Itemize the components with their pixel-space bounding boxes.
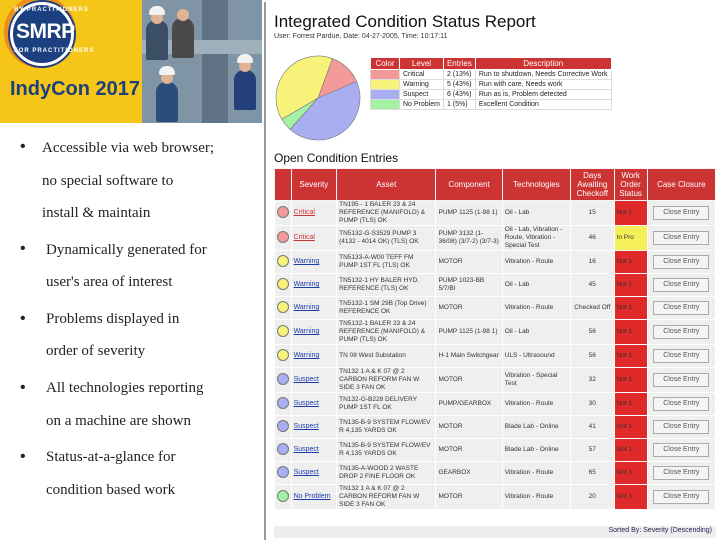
work-order-status-cell: Not 1 bbox=[614, 320, 647, 345]
status-dot-icon bbox=[277, 301, 289, 313]
severity-link[interactable]: Warning bbox=[293, 281, 320, 288]
severity-cell bbox=[291, 226, 337, 251]
technologies-cell: Vibration - Route bbox=[502, 485, 570, 510]
legend-swatch bbox=[371, 100, 400, 110]
severity-link[interactable]: Suspect bbox=[293, 446, 319, 453]
open-entries-table bbox=[274, 168, 716, 510]
legend-description: Run with care, Needs work bbox=[475, 80, 611, 90]
status-dot-icon bbox=[277, 397, 289, 409]
report-screenshot bbox=[264, 2, 720, 540]
severity-cell bbox=[291, 393, 337, 416]
photo-worker-face bbox=[177, 9, 189, 21]
legend-level: Warning bbox=[400, 80, 444, 90]
days-awaiting-cell: 65 bbox=[571, 462, 614, 485]
bullet-line: Dynamically generated for bbox=[46, 242, 207, 258]
severity-cell bbox=[291, 251, 337, 274]
severity-cell bbox=[291, 274, 337, 297]
table-row bbox=[275, 439, 716, 462]
hard-hat-icon bbox=[149, 6, 165, 15]
severity-link[interactable]: Warning bbox=[293, 328, 320, 335]
component-cell: MOTOR bbox=[436, 416, 502, 439]
close-entry-button[interactable]: Close Entry bbox=[653, 301, 709, 315]
severity-cell bbox=[291, 416, 337, 439]
severity-indicator-cell bbox=[275, 201, 292, 226]
table-row bbox=[275, 416, 716, 439]
component-cell: MOTOR bbox=[436, 485, 502, 510]
days-awaiting-cell: 46 bbox=[571, 226, 614, 251]
legend-swatch bbox=[371, 80, 400, 90]
component-cell: MOTOR bbox=[436, 251, 502, 274]
legend-level: Critical bbox=[400, 70, 444, 80]
legend-description: Run to shutdown, Needs Corrective Work bbox=[475, 70, 611, 80]
smrp-logo bbox=[2, 2, 140, 82]
status-dot-icon bbox=[277, 231, 289, 243]
severity-link[interactable]: Critical bbox=[293, 209, 315, 216]
component-cell: PUMP 1125 (1-98 1) bbox=[436, 201, 502, 226]
bullet-dot: • bbox=[20, 379, 26, 396]
severity-indicator-cell bbox=[275, 393, 292, 416]
days-awaiting-cell: 56 bbox=[571, 345, 614, 368]
technologies-cell: Vibration - Special Test bbox=[502, 368, 570, 393]
table-row bbox=[275, 201, 716, 226]
bullet-line: Accessible via web browser; bbox=[42, 140, 215, 156]
case-closure-cell bbox=[647, 274, 715, 297]
bullet-line: All technologies reporting bbox=[46, 380, 204, 396]
status-dot-icon bbox=[277, 278, 289, 290]
asset-cell: TN132-G-B228 DELIVERY PUMP 1ST FL OK bbox=[337, 393, 436, 416]
column-header[interactable]: Days Awaiting Checkoff bbox=[571, 169, 614, 201]
table-row bbox=[275, 485, 716, 510]
bullet-line: no special software to bbox=[42, 173, 174, 189]
severity-cell bbox=[291, 297, 337, 320]
work-order-status-cell: Not 1 bbox=[614, 462, 647, 485]
hard-hat-icon bbox=[159, 66, 175, 75]
bullet-dot: • bbox=[20, 310, 26, 327]
close-entry-button[interactable]: Close Entry bbox=[653, 231, 709, 245]
work-order-status-cell: Not 1 bbox=[614, 416, 647, 439]
asset-cell: TN5132-G-S3529 PUMP 3 (4132 - 4014 OK) (TLS) OK bbox=[337, 226, 436, 251]
photo-worker bbox=[234, 70, 256, 110]
legend-description: Run as is, Problem detected bbox=[475, 90, 611, 100]
close-entry-button[interactable]: Close Entry bbox=[653, 278, 709, 292]
days-awaiting-cell: 16 bbox=[571, 251, 614, 274]
severity-cell bbox=[291, 485, 337, 510]
table-row bbox=[275, 226, 716, 251]
component-cell: MOTOR bbox=[436, 368, 502, 393]
component-cell: MOTOR bbox=[436, 297, 502, 320]
logo-text: SMRP bbox=[16, 20, 75, 43]
work-order-status-cell: Not 1 bbox=[614, 485, 647, 510]
legend-entries: 2 (13%) bbox=[443, 70, 475, 80]
severity-indicator-cell bbox=[275, 251, 292, 274]
severity-indicator-cell bbox=[275, 320, 292, 345]
column-header bbox=[275, 169, 292, 201]
bullet-dot: • bbox=[20, 138, 26, 155]
technologies-cell: Vibration - Route bbox=[502, 297, 570, 320]
logo-tagline-bottom: FOR PRACTITIONERS bbox=[14, 48, 95, 54]
bullet-line: Problems displayed in bbox=[46, 311, 180, 327]
table-row bbox=[275, 462, 716, 485]
asset-cell: TN5133-A-W00 TEFF FM PUMP 1ST FL (TLS) OK bbox=[337, 251, 436, 274]
event-banner bbox=[0, 0, 262, 123]
close-entry-button[interactable]: Close Entry bbox=[653, 373, 709, 387]
case-closure-cell bbox=[647, 226, 715, 251]
severity-indicator-cell bbox=[275, 462, 292, 485]
work-order-status-cell: Not 1 bbox=[614, 345, 647, 368]
severity-legend-table bbox=[370, 57, 612, 110]
work-order-status-cell: Not 1 bbox=[614, 297, 647, 320]
bullet-line: Status-at-a-glance for bbox=[46, 449, 176, 465]
bullet-line: condition based work bbox=[46, 482, 176, 498]
column-header: Case Closure bbox=[647, 169, 715, 201]
severity-cell bbox=[291, 320, 337, 345]
legend-row bbox=[371, 80, 612, 90]
status-dot-icon bbox=[277, 325, 289, 337]
legend-description: Excellent Condition bbox=[475, 100, 611, 110]
technologies-cell: Vibration - Route bbox=[502, 393, 570, 416]
asset-cell: TN5132-1 BALER 23 & 24 REFERENCE (MANIFOLD) & PUMP (TLS) OK bbox=[337, 320, 436, 345]
component-cell: MOTOR bbox=[436, 439, 502, 462]
table-row bbox=[275, 320, 716, 345]
days-awaiting-cell: 56 bbox=[571, 320, 614, 345]
close-entry-button[interactable]: Close Entry bbox=[653, 466, 709, 480]
sort-status-text: Sorted By: Severity (Descending) bbox=[608, 527, 712, 534]
legend-entries: 5 (43%) bbox=[443, 80, 475, 90]
case-closure-cell bbox=[647, 485, 715, 510]
technologies-cell: Oil - Lab bbox=[502, 274, 570, 297]
severity-link[interactable]: Suspect bbox=[293, 423, 319, 430]
status-dot-icon bbox=[277, 466, 289, 478]
open-entries-title: Open Condition Entries bbox=[274, 151, 399, 165]
component-cell: PUMP 3132 (1-36/08) (3/7-2) (3/7-3) bbox=[436, 226, 502, 251]
asset-cell: TN135-A-WOOD 2 WASTE DROP 2 FINE FLOOR OK bbox=[337, 462, 436, 485]
severity-link[interactable]: Warning bbox=[293, 352, 320, 359]
component-cell: H-1 Main Switchgear bbox=[436, 345, 502, 368]
asset-cell: TN135-B-9 SYSTEM FLOW/EV R 4,135 YARDS OK bbox=[337, 416, 436, 439]
asset-cell: TN 08 West Substation bbox=[337, 345, 436, 368]
table-row bbox=[275, 345, 716, 368]
legend-row bbox=[371, 90, 612, 100]
legend-swatch bbox=[371, 70, 400, 80]
asset-cell: TN195 - 1 BALER 23 & 24 REFERENCE (MANIFOLD) & PUMP (TLS) OK bbox=[337, 201, 436, 226]
legend-row bbox=[371, 70, 612, 80]
severity-indicator-cell bbox=[275, 416, 292, 439]
photo-worker bbox=[146, 20, 168, 60]
severity-cell bbox=[291, 345, 337, 368]
severity-link[interactable]: Critical bbox=[293, 234, 315, 241]
column-header[interactable]: Asset bbox=[337, 169, 436, 201]
asset-cell: TN132 1 A & K 07 @ 2 CARBON REFORM FAN W SIDE 3 FAN OK bbox=[337, 485, 436, 510]
legend-entries: 6 (43%) bbox=[443, 90, 475, 100]
legend-entries: 1 (5%) bbox=[443, 100, 475, 110]
technologies-cell: Oil - Lab bbox=[502, 320, 570, 345]
asset-cell: TN132 1 A & K 07 @ 2 CARBON REFORM FAN W SIDE 3 FAN OK bbox=[337, 368, 436, 393]
status-dot-icon bbox=[277, 255, 289, 267]
technologies-cell: Oil - Lab, Vibration - Route, Vibration - Special Test bbox=[502, 226, 570, 251]
technologies-cell: Blade Lab - Online bbox=[502, 416, 570, 439]
legend-row bbox=[371, 100, 612, 110]
bullet-line: order of severity bbox=[46, 343, 146, 359]
case-closure-cell bbox=[647, 416, 715, 439]
work-order-status-cell: Not 1 bbox=[614, 201, 647, 226]
close-entry-button[interactable]: Close Entry bbox=[653, 397, 709, 411]
close-entry-button[interactable]: Close Entry bbox=[653, 443, 709, 457]
days-awaiting-cell: 57 bbox=[571, 439, 614, 462]
component-cell: PUMP/GEARBOX bbox=[436, 393, 502, 416]
days-awaiting-cell: 20 bbox=[571, 485, 614, 510]
severity-link[interactable]: Warning bbox=[293, 304, 320, 311]
column-header[interactable]: Component bbox=[436, 169, 502, 201]
table-row bbox=[275, 368, 716, 393]
technologies-cell: Vibration - Route bbox=[502, 462, 570, 485]
logo-tagline-top: BY PRACTITIONERS bbox=[14, 7, 89, 13]
close-entry-button[interactable]: Close Entry bbox=[653, 325, 709, 339]
legend-level: Suspect bbox=[400, 90, 444, 100]
technologies-cell: Vibration - Route bbox=[502, 251, 570, 274]
days-awaiting-cell: 30 bbox=[571, 393, 614, 416]
severity-link[interactable]: Suspect bbox=[293, 469, 319, 476]
technologies-cell: ULS - Ultrasound bbox=[502, 345, 570, 368]
days-awaiting-cell: 32 bbox=[571, 368, 614, 393]
severity-indicator-cell bbox=[275, 345, 292, 368]
report-title: Integrated Condition Status Report bbox=[274, 12, 536, 31]
photo-worker bbox=[172, 18, 194, 58]
technologies-cell: Oil - Lab bbox=[502, 201, 570, 226]
work-order-status-cell: Not 1 bbox=[614, 439, 647, 462]
work-order-status-cell: Not 1 bbox=[614, 274, 647, 297]
severity-cell bbox=[291, 201, 337, 226]
days-awaiting-cell: 41 bbox=[571, 416, 614, 439]
severity-indicator-cell bbox=[275, 439, 292, 462]
severity-cell bbox=[291, 368, 337, 393]
severity-link[interactable]: Suspect bbox=[293, 376, 319, 383]
table-row bbox=[275, 393, 716, 416]
severity-cell bbox=[291, 462, 337, 485]
column-header[interactable]: Severity bbox=[291, 169, 337, 201]
table-row bbox=[275, 251, 716, 274]
table-row bbox=[275, 297, 716, 320]
legend-header: Entries bbox=[443, 58, 475, 70]
legend-level: No Problem bbox=[400, 100, 444, 110]
case-closure-cell bbox=[647, 320, 715, 345]
status-dot-icon bbox=[277, 443, 289, 455]
case-closure-cell bbox=[647, 201, 715, 226]
legend-swatch bbox=[371, 90, 400, 100]
case-closure-cell bbox=[647, 297, 715, 320]
legend-header: Level bbox=[400, 58, 444, 70]
close-entry-button[interactable]: Close Entry bbox=[653, 349, 709, 363]
work-order-status-cell: Not 1 bbox=[614, 393, 647, 416]
sort-status-bar bbox=[274, 526, 716, 538]
close-entry-button[interactable]: Close Entry bbox=[653, 206, 709, 220]
case-closure-cell bbox=[647, 439, 715, 462]
hard-hat-icon bbox=[237, 54, 253, 63]
report-user-line: User: Forrest Pardue, Date: 04-27-2005, Time: 10:17:11 bbox=[274, 33, 448, 40]
case-closure-cell bbox=[647, 345, 715, 368]
work-order-status-cell: Not 1 bbox=[614, 251, 647, 274]
severity-indicator-cell bbox=[275, 485, 292, 510]
bullet-dot: • bbox=[20, 240, 26, 257]
component-cell: GEARBOX bbox=[436, 462, 502, 485]
close-entry-button[interactable]: Close Entry bbox=[653, 420, 709, 434]
status-dot-icon bbox=[277, 490, 289, 502]
status-dot-icon bbox=[277, 420, 289, 432]
work-order-status-cell: In Pro bbox=[614, 226, 647, 251]
case-closure-cell bbox=[647, 393, 715, 416]
bullet-line: install & maintain bbox=[42, 205, 151, 221]
column-header[interactable]: Work Order Status bbox=[614, 169, 647, 201]
bullet-dot: • bbox=[20, 448, 26, 465]
bullet-line: on a machine are shown bbox=[46, 413, 191, 429]
component-cell: PUMP 1023-BB 5/7/Bl bbox=[436, 274, 502, 297]
close-entry-button[interactable]: Close Entry bbox=[653, 255, 709, 269]
days-awaiting-cell: Checked Off bbox=[571, 297, 614, 320]
severity-pie-chart bbox=[274, 54, 364, 144]
severity-link[interactable]: No Problem bbox=[293, 493, 331, 500]
photo-worker bbox=[156, 82, 178, 122]
status-dot-icon bbox=[277, 373, 289, 385]
case-closure-cell bbox=[647, 462, 715, 485]
case-closure-cell bbox=[647, 368, 715, 393]
status-dot-icon bbox=[277, 206, 289, 218]
component-cell: PUMP 1125 (1-98 1) bbox=[436, 320, 502, 345]
severity-indicator-cell bbox=[275, 297, 292, 320]
severity-indicator-cell bbox=[275, 226, 292, 251]
work-order-status-cell: Not 1 bbox=[614, 368, 647, 393]
days-awaiting-cell: 45 bbox=[571, 274, 614, 297]
column-header[interactable]: Technologies bbox=[502, 169, 570, 201]
asset-cell: TN5132-1 HY BALER HYD. REFERENCE (TLS) OK bbox=[337, 274, 436, 297]
case-closure-cell bbox=[647, 251, 715, 274]
event-name: IndyCon 2017 bbox=[10, 78, 141, 100]
asset-cell: TN5132-1 SM 29B (Top Drive) REFERENCE OK bbox=[337, 297, 436, 320]
severity-indicator-cell bbox=[275, 274, 292, 297]
technologies-cell: Blade Lab - Online bbox=[502, 439, 570, 462]
severity-indicator-cell bbox=[275, 368, 292, 393]
legend-header: Color bbox=[371, 58, 400, 70]
bullet-line: user's area of interest bbox=[46, 274, 173, 290]
severity-link[interactable]: Suspect bbox=[293, 400, 319, 407]
close-entry-button[interactable]: Close Entry bbox=[653, 490, 709, 504]
photo-pipe bbox=[202, 0, 228, 123]
severity-link[interactable]: Warning bbox=[293, 258, 320, 265]
days-awaiting-cell: 15 bbox=[571, 201, 614, 226]
legend-header: Description bbox=[475, 58, 611, 70]
table-row bbox=[275, 274, 716, 297]
workers-photo bbox=[142, 0, 262, 123]
status-dot-icon bbox=[277, 349, 289, 361]
severity-cell bbox=[291, 439, 337, 462]
asset-cell: TN135-B-9 SYSTEM FLOW/EV R 4,135 YARDS OK bbox=[337, 439, 436, 462]
